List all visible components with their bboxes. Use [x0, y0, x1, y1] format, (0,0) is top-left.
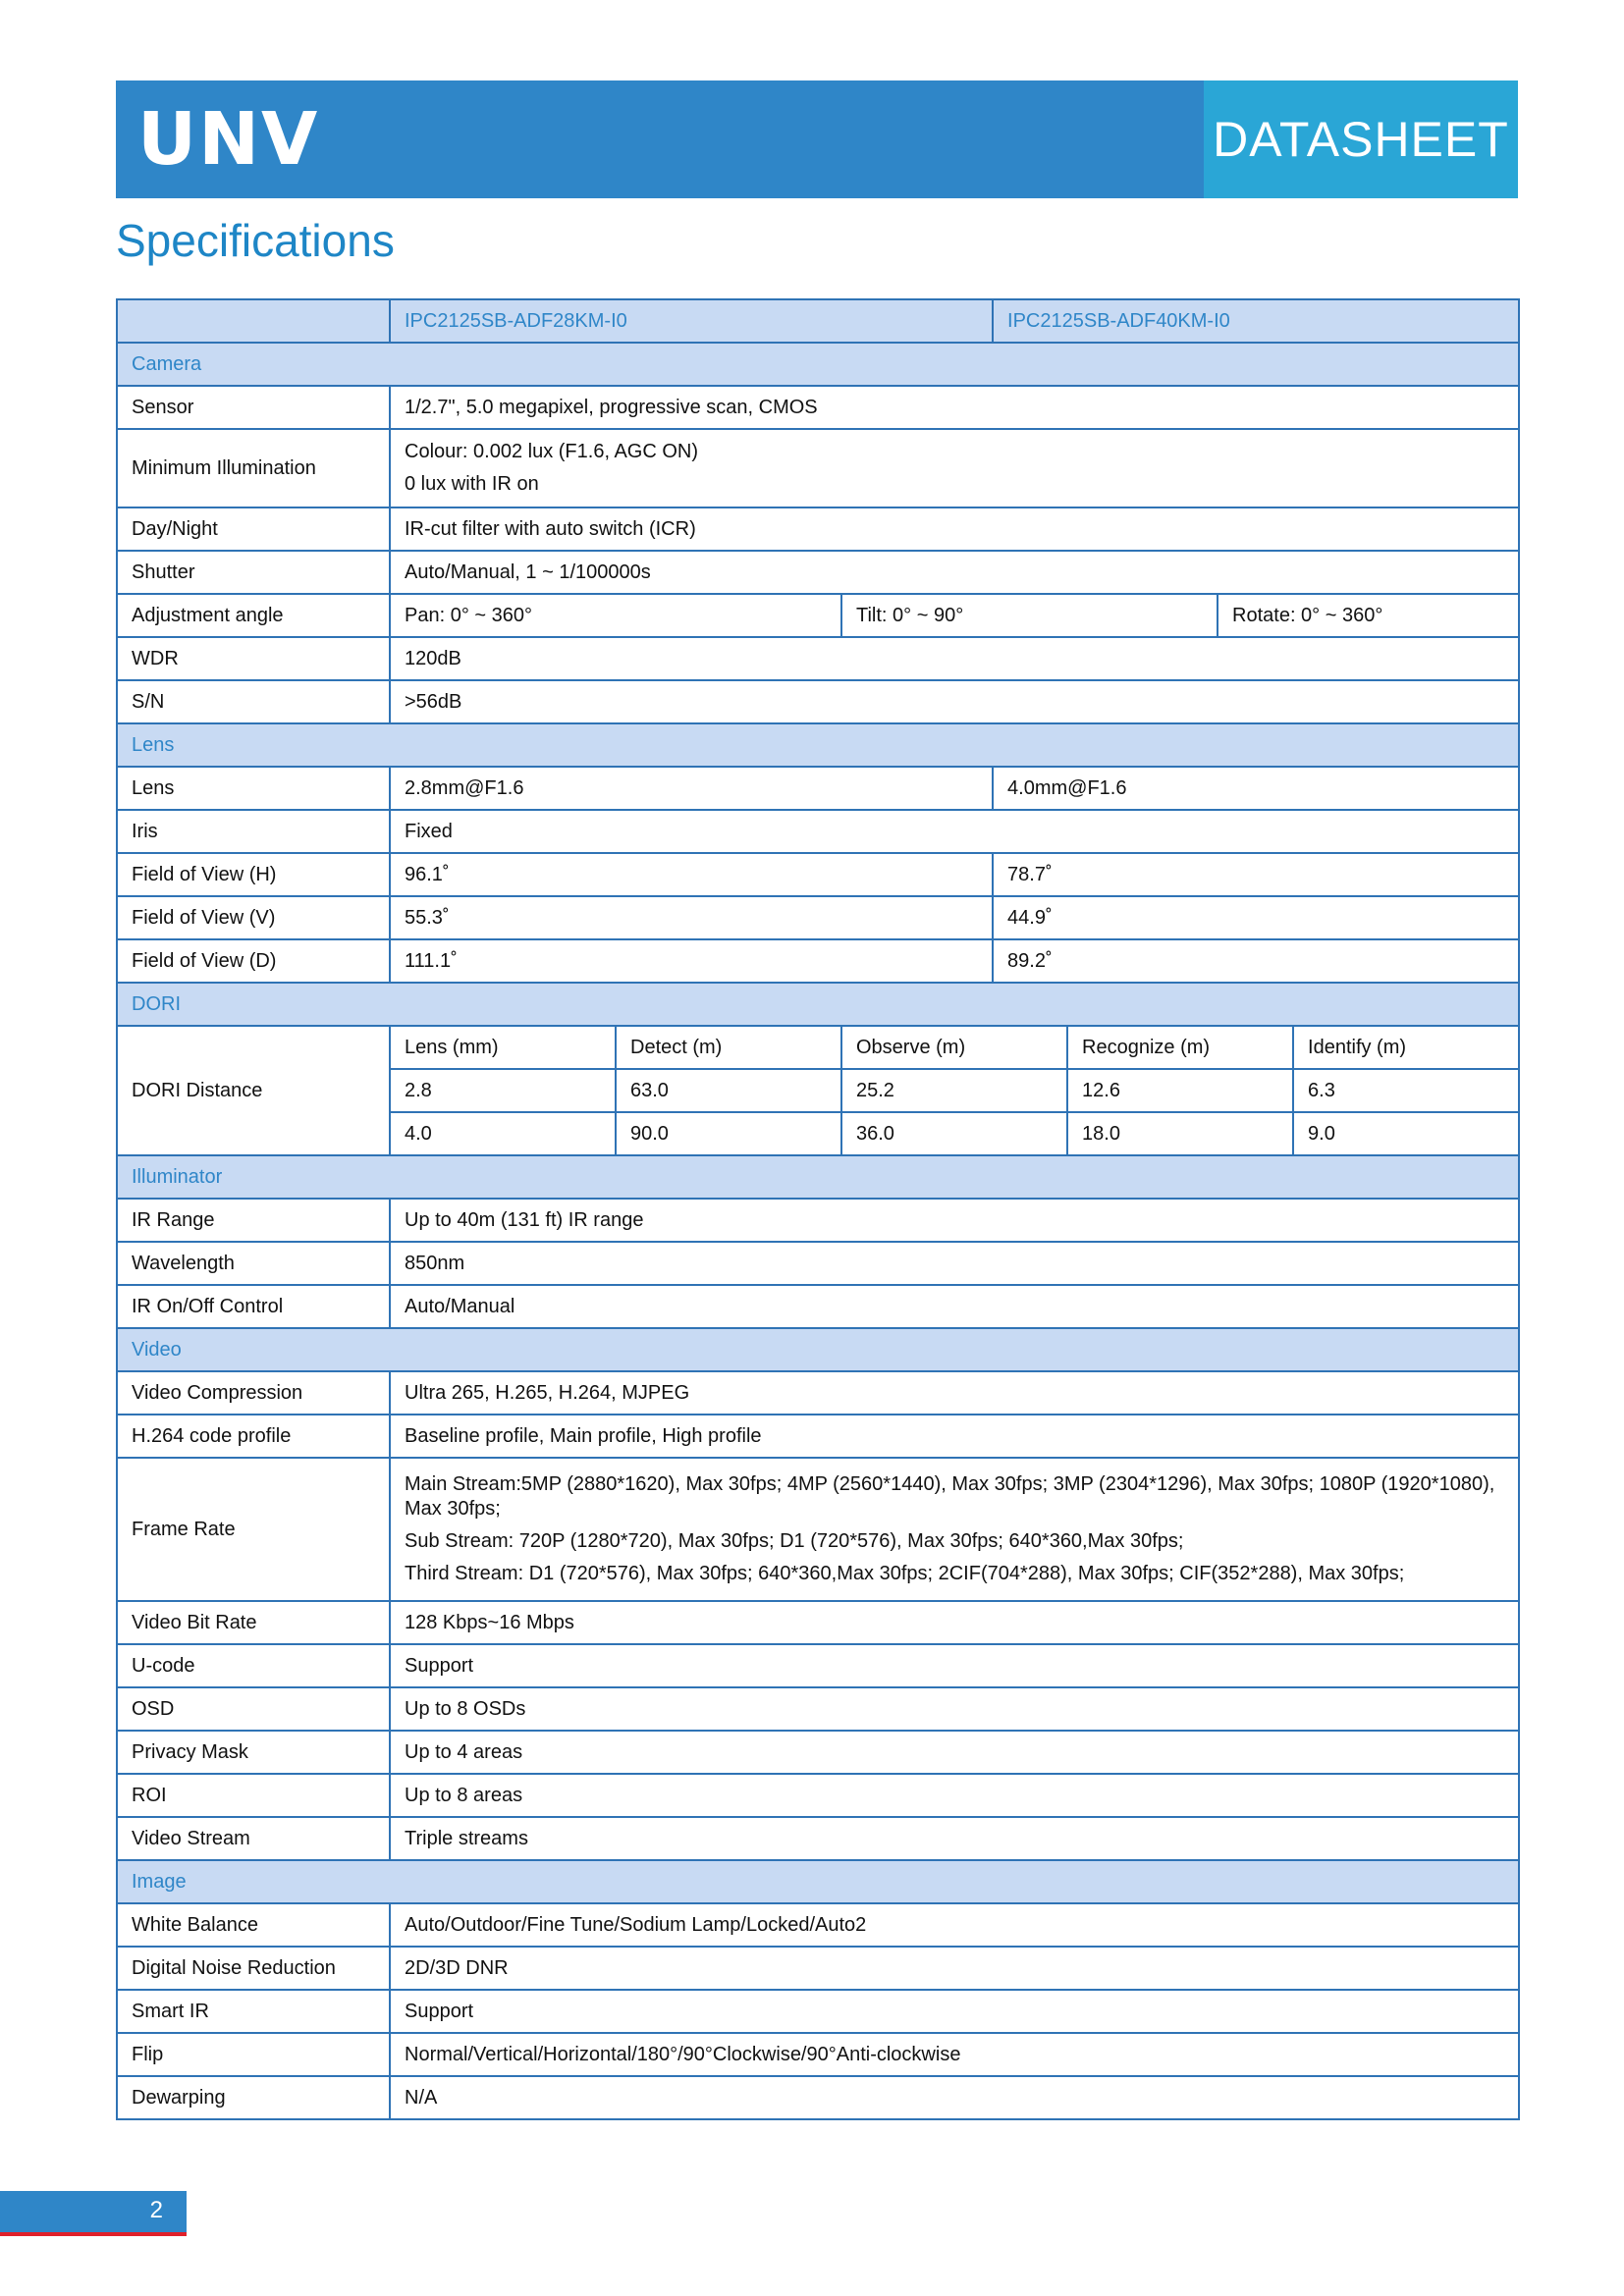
row-value: Ultra 265, H.265, H.264, MJPEG — [390, 1371, 1519, 1415]
section-lens — [117, 723, 1519, 767]
dori-cell: 18.0 — [1067, 1112, 1293, 1155]
row-label: Field of View (H) — [117, 853, 390, 896]
row-label: Frame Rate — [117, 1458, 390, 1601]
dori-cell: 9.0 — [1293, 1112, 1519, 1155]
row-label: Day/Night — [117, 507, 390, 551]
page-number-bar — [0, 2191, 187, 2232]
header-blank-cell — [117, 299, 390, 343]
row-label: ROI — [117, 1774, 390, 1817]
section-camera — [117, 343, 1519, 386]
row-value: 120dB — [390, 637, 1519, 680]
table-row — [117, 1687, 1519, 1731]
row-label: IR On/Off Control — [117, 1285, 390, 1328]
row-label: Field of View (D) — [117, 939, 390, 983]
dori-cell: 25.2 — [841, 1069, 1067, 1112]
table-row — [117, 1242, 1519, 1285]
row-value: Up to 4 areas — [390, 1731, 1519, 1774]
value-line: Sub Stream: 720P (1280*720), Max 30fps; D1 (720*576), Max 30fps; 640*360,Max 30fps; — [405, 1530, 1184, 1552]
spec-table — [116, 298, 1520, 2120]
section-dori — [117, 983, 1519, 1026]
row-label: S/N — [117, 680, 390, 723]
table-row — [117, 853, 1519, 896]
table-row — [117, 680, 1519, 723]
row-label: Field of View (V) — [117, 896, 390, 939]
unv-logo — [137, 98, 319, 181]
row-label: Adjustment angle — [117, 594, 390, 637]
table-row — [117, 507, 1519, 551]
table-row — [117, 594, 1519, 637]
row-label: U-code — [117, 1644, 390, 1687]
datasheet-label: DATASHEET — [1213, 112, 1509, 167]
table-row — [117, 551, 1519, 594]
table-row — [117, 1285, 1519, 1328]
table-row — [117, 1731, 1519, 1774]
dori-cell: 36.0 — [841, 1112, 1067, 1155]
row-value: 850nm — [390, 1242, 1519, 1285]
section-title: DORI — [117, 983, 1519, 1026]
row-value: IR-cut filter with auto switch (ICR) — [390, 507, 1519, 551]
table-row — [117, 1601, 1519, 1644]
row-label: IR Range — [117, 1199, 390, 1242]
dori-cell: 2.8 — [390, 1069, 616, 1112]
datasheet-badge — [1204, 80, 1518, 198]
section-image — [117, 1860, 1519, 1903]
value-line: Colour: 0.002 lux (F1.6, AGC ON) — [405, 441, 699, 462]
table-row — [117, 939, 1519, 983]
model-1-value: 111.1˚ — [390, 939, 993, 983]
table-row — [117, 1644, 1519, 1687]
model-1-value: 2.8mm@F1.6 — [390, 767, 993, 810]
dori-header: Recognize (m) — [1067, 1026, 1293, 1069]
table-row — [117, 767, 1519, 810]
table-row — [117, 1903, 1519, 1947]
table-row — [117, 1458, 1519, 1601]
row-value: 1/2.7", 5.0 megapixel, progressive scan, CMOS — [390, 386, 1519, 429]
model-2: IPC2125SB-ADF40KM-I0 — [993, 299, 1519, 343]
table-row — [117, 1415, 1519, 1458]
row-value: Up to 40m (131 ft) IR range — [390, 1199, 1519, 1242]
page-title: Specifications — [116, 215, 395, 266]
row-label: Video Compression — [117, 1371, 390, 1415]
section-title: Video — [117, 1328, 1519, 1371]
row-value: Triple streams — [390, 1817, 1519, 1860]
row-label: Lens — [117, 767, 390, 810]
section-title: Lens — [117, 723, 1519, 767]
row-value: Normal/Vertical/Horizontal/180°/90°Clockwise/90°Anti-clockwise — [390, 2033, 1519, 2076]
dori-cell: 12.6 — [1067, 1069, 1293, 1112]
row-label: Iris — [117, 810, 390, 853]
dori-cell: 4.0 — [390, 1112, 616, 1155]
row-label: Shutter — [117, 551, 390, 594]
section-video — [117, 1328, 1519, 1371]
table-row — [117, 896, 1519, 939]
model-1-value: 96.1˚ — [390, 853, 993, 896]
dori-header: Lens (mm) — [390, 1026, 616, 1069]
row-value: Fixed — [390, 810, 1519, 853]
section-title: Illuminator — [117, 1155, 1519, 1199]
model-header-row — [117, 299, 1519, 343]
value-line: Third Stream: D1 (720*576), Max 30fps; 640*360,Max 30fps; 2CIF(704*288), Max 30fps; CIF(352*288), Max 30fps; — [405, 1563, 1405, 1584]
dori-header: Detect (m) — [616, 1026, 841, 1069]
row-value: >56dB — [390, 680, 1519, 723]
row-label: Video Bit Rate — [117, 1601, 390, 1644]
row-value: N/A — [390, 2076, 1519, 2119]
row-label: Smart IR — [117, 1990, 390, 2033]
row-label: Digital Noise Reduction — [117, 1947, 390, 1990]
value-line: 0 lux with IR on — [405, 473, 539, 495]
row-label: DORI Distance — [117, 1026, 390, 1155]
dori-header-row — [117, 1026, 1519, 1069]
header-banner — [116, 80, 1518, 198]
tilt-value: Tilt: 0° ~ 90° — [841, 594, 1218, 637]
row-label: Video Stream — [117, 1817, 390, 1860]
footer-red-line — [0, 2232, 187, 2236]
rotate-value: Rotate: 0° ~ 360° — [1218, 594, 1519, 637]
page-number: 2 — [149, 2197, 163, 2223]
table-row — [117, 1371, 1519, 1415]
row-label: Minimum Illumination — [117, 429, 390, 507]
row-value: Baseline profile, Main profile, High profile — [390, 1415, 1519, 1458]
row-label: WDR — [117, 637, 390, 680]
model-2-value: 44.9˚ — [993, 896, 1519, 939]
row-value: Support — [390, 1644, 1519, 1687]
table-row — [117, 1990, 1519, 2033]
table-row — [117, 1947, 1519, 1990]
row-value: Auto/Outdoor/Fine Tune/Sodium Lamp/Locked/Auto2 — [390, 1903, 1519, 1947]
row-label: Dewarping — [117, 2076, 390, 2119]
row-value: Support — [390, 1990, 1519, 2033]
row-value: Auto/Manual, 1 ~ 1/100000s — [390, 551, 1519, 594]
model-1: IPC2125SB-ADF28KM-I0 — [390, 299, 993, 343]
value-line: Main Stream:5MP (2880*1620), Max 30fps; 4MP (2560*1440), Max 30fps; 3MP (2304*1296), Max 30fps; 1080P (1920*1080), Max 30fps; — [405, 1473, 1495, 1520]
dori-header: Observe (m) — [841, 1026, 1067, 1069]
table-row — [117, 2033, 1519, 2076]
table-row — [117, 1774, 1519, 1817]
dori-header: Identify (m) — [1293, 1026, 1519, 1069]
dori-cell: 63.0 — [616, 1069, 841, 1112]
pan-value: Pan: 0° ~ 360° — [390, 594, 841, 637]
dori-cell: 6.3 — [1293, 1069, 1519, 1112]
row-label: H.264 code profile — [117, 1415, 390, 1458]
row-value: Auto/Manual — [390, 1285, 1519, 1328]
row-label: White Balance — [117, 1903, 390, 1947]
table-row — [117, 1199, 1519, 1242]
row-value — [390, 429, 1519, 507]
section-title: Camera — [117, 343, 1519, 386]
logo-text: UNV — [137, 97, 320, 182]
row-label: Privacy Mask — [117, 1731, 390, 1774]
row-value: Up to 8 areas — [390, 1774, 1519, 1817]
row-value: 2D/3D DNR — [390, 1947, 1519, 1990]
model-1-value: 55.3˚ — [390, 896, 993, 939]
model-2-value: 78.7˚ — [993, 853, 1519, 896]
model-2-value: 4.0mm@F1.6 — [993, 767, 1519, 810]
row-label: Wavelength — [117, 1242, 390, 1285]
row-label: Flip — [117, 2033, 390, 2076]
model-2-value: 89.2˚ — [993, 939, 1519, 983]
row-label: Sensor — [117, 386, 390, 429]
dori-cell: 90.0 — [616, 1112, 841, 1155]
section-title: Image — [117, 1860, 1519, 1903]
row-value: Up to 8 OSDs — [390, 1687, 1519, 1731]
row-value: 128 Kbps~16 Mbps — [390, 1601, 1519, 1644]
table-row — [117, 810, 1519, 853]
table-row — [117, 386, 1519, 429]
table-row — [117, 637, 1519, 680]
row-value — [390, 1458, 1519, 1601]
table-row — [117, 429, 1519, 507]
table-row — [117, 2076, 1519, 2119]
section-illuminator — [117, 1155, 1519, 1199]
table-row — [117, 1817, 1519, 1860]
row-label: OSD — [117, 1687, 390, 1731]
